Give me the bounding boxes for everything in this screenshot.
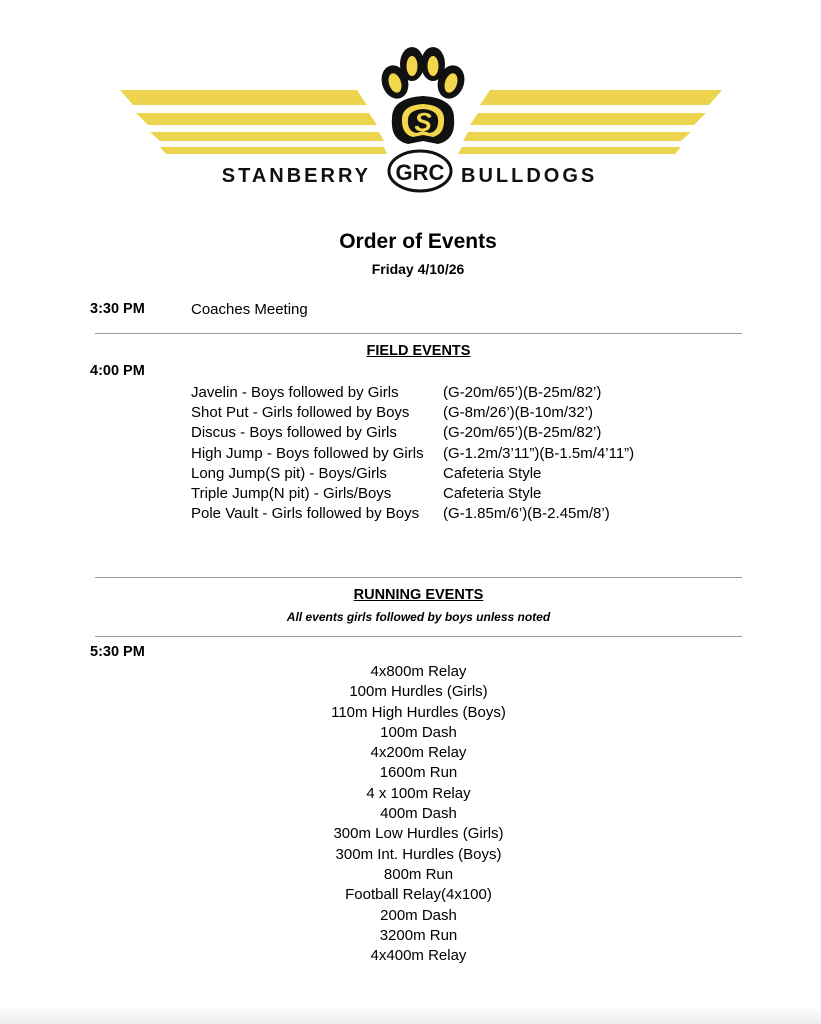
divider — [95, 333, 742, 334]
left-wing-stripes — [120, 90, 387, 154]
emblem-letter: S — [414, 107, 432, 137]
field-event-row — [191, 423, 634, 443]
field-event-name: Long Jump(S pit) - Boys/Girls — [191, 464, 387, 482]
field-event-name: Triple Jump(N pit) - Girls/Boys — [191, 485, 392, 503]
running-event-item: 1600m Run — [379, 764, 458, 782]
running-event-item: 4x800m Relay — [370, 663, 467, 680]
page-bottom-shade — [0, 1006, 821, 1024]
meeting-time: 3:30 PM — [90, 301, 145, 317]
field-event-row — [191, 504, 634, 524]
field-event-row — [191, 483, 634, 503]
running-events-list — [95, 662, 742, 966]
running-event-item: 100m Hurdles (Girls) — [349, 683, 488, 701]
running-event-item: 300m Int. Hurdles (Boys) — [335, 845, 502, 863]
running-events-note: All events girls followed by boys unless noted — [286, 610, 551, 624]
running-event-item: Football Relay(4x100) — [345, 886, 492, 904]
event-date: Friday 4/10/26 — [371, 261, 465, 277]
team-logo — [0, 0, 821, 210]
running-event-item: 100m Dash — [380, 723, 457, 741]
field-event-spec: (G-8m/26’)(B-10m/32’) — [443, 403, 594, 421]
field-event-name: High Jump - Boys followed by Girls — [191, 444, 424, 462]
field-event-name: Shot Put - Girls followed by Boys — [191, 403, 410, 421]
running-events-time: 5:30 PM — [90, 644, 145, 660]
running-event-item: 4x400m Relay — [370, 947, 467, 965]
meeting-label: Coaches Meeting — [191, 301, 308, 318]
right-wing-stripes — [458, 90, 722, 154]
running-event-item: 800m Run — [383, 865, 454, 883]
field-event-name: Pole Vault - Girls followed by Boys — [191, 505, 420, 523]
field-event-spec: Cafeteria Style — [443, 485, 542, 503]
field-event-name: Discus - Boys followed by Girls — [191, 424, 397, 442]
divider — [95, 636, 742, 637]
grc-badge-text: GRC — [395, 160, 445, 185]
field-event-name: Javelin - Boys followed by Girls — [191, 383, 399, 401]
divider — [95, 577, 742, 578]
running-event-item: 4 x 100m Relay — [366, 784, 471, 802]
running-event-item: 400m Dash — [380, 805, 457, 823]
field-event-row — [191, 402, 634, 422]
field-event-row — [191, 382, 634, 402]
running-event-item: 300m Low Hurdles (Girls) — [333, 825, 504, 843]
field-event-row — [191, 463, 634, 483]
running-event-item: 200m Dash — [380, 906, 457, 924]
field-event-row — [191, 443, 634, 463]
running-event-item: 110m High Hurdles (Boys) — [331, 703, 506, 721]
field-events-time: 4:00 PM — [90, 363, 145, 379]
team-name-right: BULLDOGS — [461, 165, 598, 187]
field-event-spec: Cafeteria Style — [443, 464, 542, 482]
running-events-heading: RUNNING EVENTS — [353, 587, 484, 603]
field-event-spec: (G-20m/65’)(B-25m/82’) — [443, 383, 602, 401]
running-event-item: 3200m Run — [379, 926, 458, 944]
team-name-left: STANBERRY — [221, 165, 371, 187]
field-events-heading: FIELD EVENTS — [366, 343, 471, 359]
field-event-spec: (G-20m/65’)(B-25m/82’) — [443, 424, 602, 442]
running-event-item: 4x200m Relay — [370, 744, 467, 762]
field-event-spec: (G-1.85m/6’)(B-2.45m/8’) — [443, 505, 610, 523]
field-event-spec: (G-1.2m/3’11”)(B-1.5m/4’11”) — [443, 444, 635, 462]
logo-graphic — [0, 0, 821, 210]
page-title: Order of Events — [339, 230, 497, 253]
field-events-list — [191, 382, 634, 524]
